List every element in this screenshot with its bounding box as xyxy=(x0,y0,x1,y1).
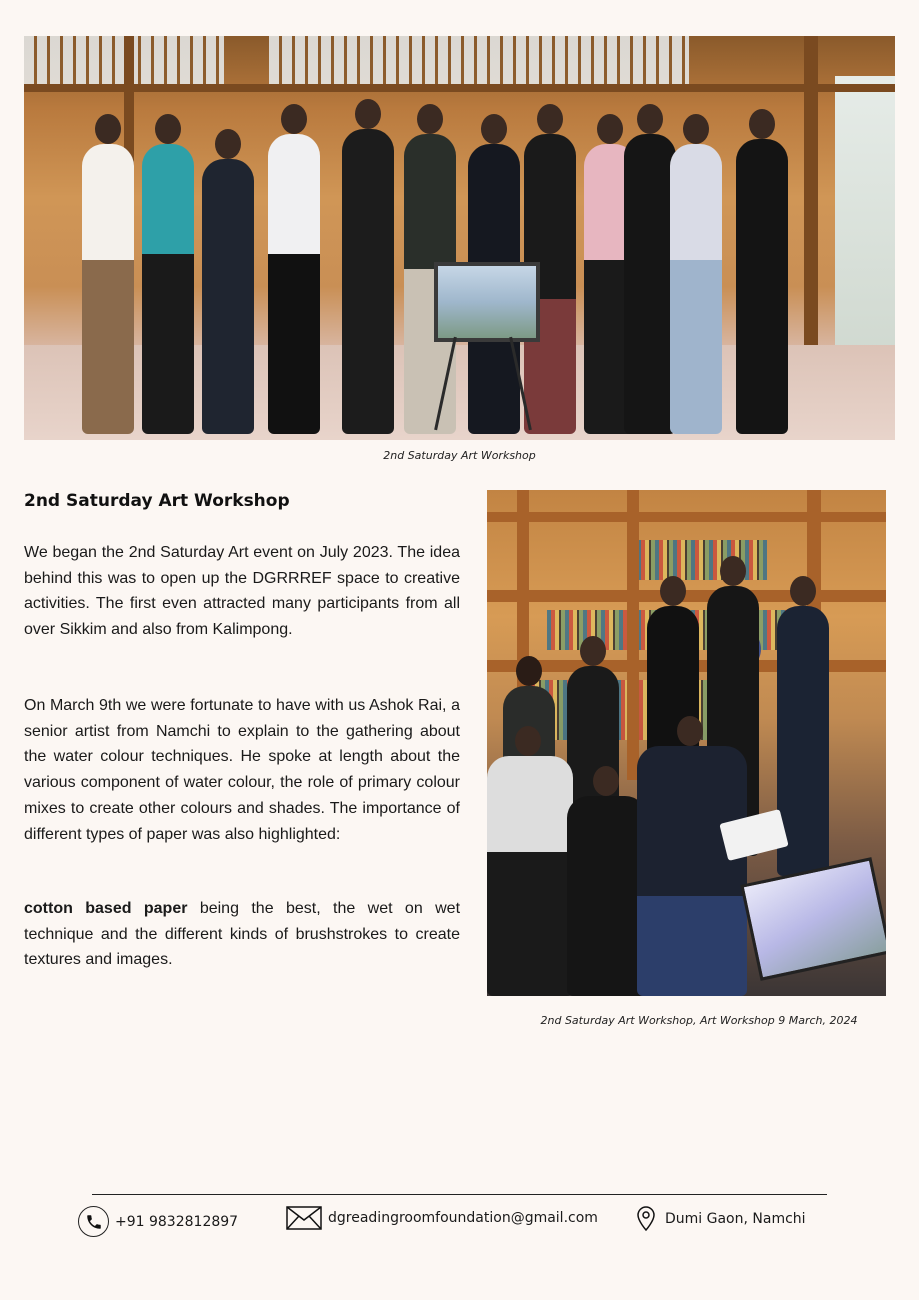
paragraph-intro: We began the 2nd Saturday Art event on July 2023. The idea behind this was to open up the DGRRREF space to creative activities. The first even attracted many participants from all over Sikkim and also from Kalimpong. xyxy=(24,544,460,639)
phone-icon xyxy=(78,1206,109,1237)
window-panel xyxy=(269,36,689,88)
footer-address xyxy=(637,1206,806,1232)
footer-divider xyxy=(92,1194,827,1195)
location-pin-icon xyxy=(637,1206,655,1232)
top-photo-caption: 2nd Saturday Art Workshop xyxy=(383,449,536,462)
paragraph-rest: being the best, the wet on wet technique and the different kinds of brushstrokes to create textures and images. xyxy=(24,900,461,969)
paragraph-paper xyxy=(24,896,460,973)
footer-email xyxy=(286,1206,598,1230)
address-text: Dumi Gaon, Namchi xyxy=(665,1211,806,1227)
footer-phone xyxy=(78,1206,238,1237)
side-window xyxy=(835,76,895,366)
email-address[interactable]: dgreadingroomfoundation@gmail.com xyxy=(328,1210,598,1226)
section-heading: 2nd Saturday Art Workshop xyxy=(24,491,290,511)
mail-icon xyxy=(286,1206,322,1230)
easel-painting xyxy=(434,262,540,342)
watercolour-painting xyxy=(740,857,886,981)
paragraph-march: On March 9th we were fortunate to have with us Ashok Rai, a senior artist from Namchi to explain to the gathering about the water colour techniques. He spoke at length about the various component of water colour, the role of primary colour mixes to create other colours and shades. The importance of different types of paper was also highlighted: xyxy=(24,697,460,843)
workshop-photo xyxy=(487,490,886,996)
phone-number[interactable]: +91 9832812897 xyxy=(115,1213,239,1230)
bold-phrase: cotton based paper xyxy=(24,900,188,917)
group-photo xyxy=(24,36,895,440)
right-photo-caption: 2nd Saturday Art Workshop, Art Workshop 9 March, 2024 xyxy=(540,1014,858,1027)
